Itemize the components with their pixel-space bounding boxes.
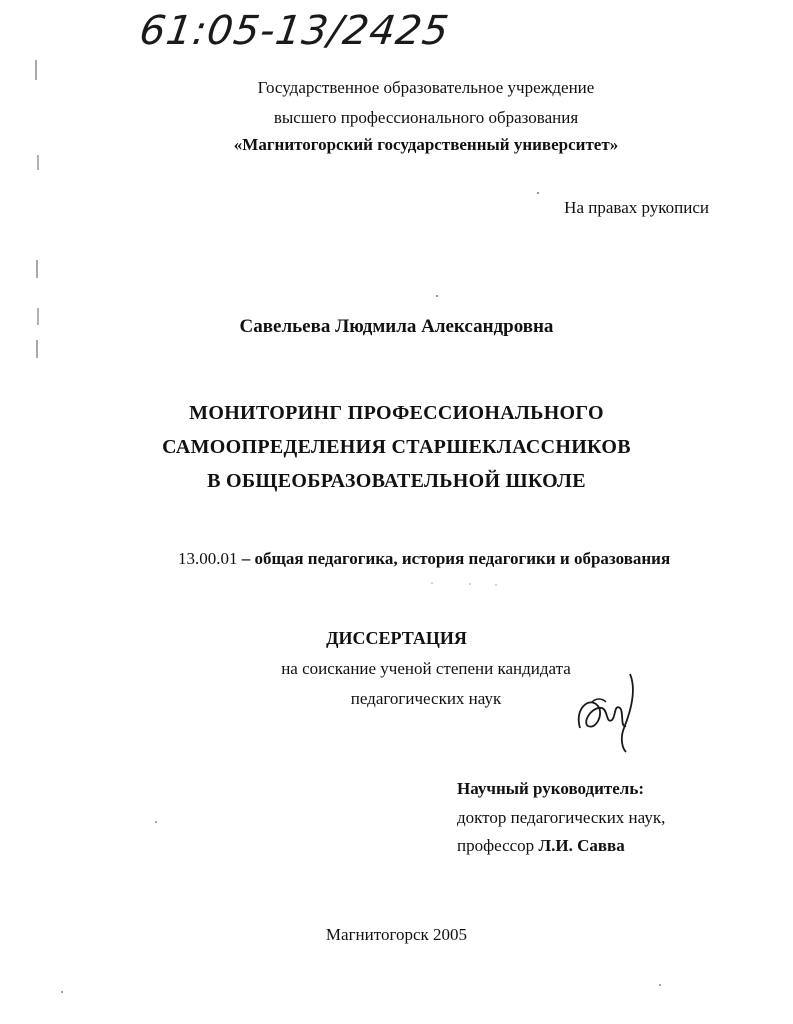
institution-line-1: Государственное образовательное учреждение: [257, 78, 595, 97]
specialty-description: – общая педагогика, история педагогики и образования: [237, 549, 671, 568]
dissertation-title-line-3: В ОБЩЕОБРАЗОВАТЕЛЬНОЙ ШКОЛЕ: [207, 470, 586, 492]
supervisor-degree: доктор педагогических наук,: [457, 808, 666, 827]
author-name: Савельева Людмила Александровна: [239, 316, 554, 337]
institution-line-2: высшего профессионального образования: [273, 108, 579, 127]
institution-name: «Магнитогорский государственный университет»: [233, 135, 619, 154]
supervisor-label: Научный руководитель:: [457, 779, 644, 798]
supervisor-name-line: [457, 836, 625, 856]
specialty-code: 13.00.01: [178, 549, 238, 568]
dissertation-title-line-1: МОНИТОРИНГ ПРОФЕССИОНАЛЬНОГО: [189, 402, 604, 424]
city-year: Магнитогорск 2005: [325, 925, 468, 944]
manuscript-rights-note: На правах рукописи: [564, 198, 709, 217]
supervisor-name: Л.И. Савва: [538, 836, 625, 855]
dissertation-title-line-2: САМООПРЕДЕЛЕНИЯ СТАРШЕКЛАССНИКОВ: [162, 436, 631, 458]
degree-line-2: педагогических наук: [350, 689, 502, 708]
supervisor-title: профессор: [457, 836, 535, 855]
handwritten-catalog-code: 61:05-13/2425: [136, 8, 453, 54]
degree-line-1: на соискание ученой степени кандидата: [281, 659, 571, 678]
document-type: ДИССЕРТАЦИЯ: [326, 628, 467, 648]
